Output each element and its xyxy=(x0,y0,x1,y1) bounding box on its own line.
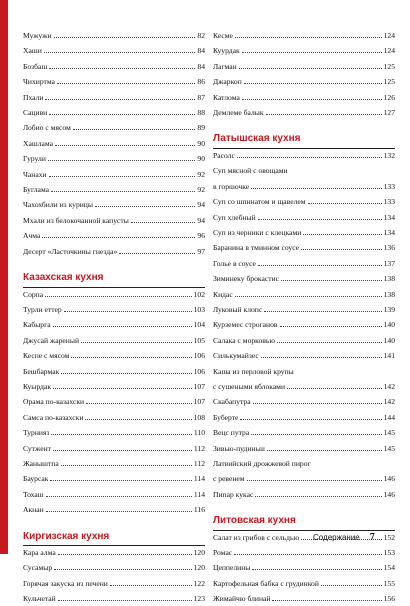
toc-entry xyxy=(23,442,205,456)
toc-entry-title: Джусай жареный xyxy=(23,335,80,345)
toc-entry-title: с ревенем xyxy=(213,474,245,484)
toc-entry-page: 105 xyxy=(193,335,205,345)
dot-leader xyxy=(110,584,192,586)
toc-entry-title: Расолс xyxy=(213,150,235,160)
toc-entry-page: 124 xyxy=(383,31,395,40)
toc-entry xyxy=(23,183,205,197)
toc-entry xyxy=(213,75,395,89)
toc-entry xyxy=(213,442,395,456)
toc-entry-title: Суп хлебный xyxy=(213,212,256,222)
toc-entry-title: в горшочке xyxy=(213,181,250,191)
toc-entry xyxy=(23,245,205,259)
toc-entry-page: 125 xyxy=(383,77,395,87)
toc-entry xyxy=(213,411,395,425)
dot-leader xyxy=(53,387,192,389)
toc-entry-title: Зиминеку брокастис xyxy=(213,274,279,284)
toc-entry-title: Кесме xyxy=(213,31,233,40)
toc-entry-title: Сусамыр xyxy=(23,563,53,573)
dot-leader xyxy=(237,156,382,158)
dot-leader xyxy=(242,51,382,53)
toc-entry-title: Кидас xyxy=(213,289,233,299)
toc-entry-page: 112 xyxy=(193,458,205,468)
toc-entry-title: Мужужи xyxy=(23,31,52,40)
toc-entry-page: 108 xyxy=(193,412,205,422)
dot-leader xyxy=(57,82,195,84)
toc-entry-page: 116 xyxy=(193,505,205,515)
toc-entry xyxy=(213,318,395,332)
toc-entry-page: 122 xyxy=(193,578,205,588)
toc-entry xyxy=(213,426,395,440)
toc-entry-page: 120 xyxy=(193,563,205,573)
toc-entry xyxy=(23,561,205,575)
toc-entry xyxy=(23,106,205,120)
toc-entry xyxy=(23,168,205,182)
toc-entry-page: 153 xyxy=(383,548,395,557)
dot-leader xyxy=(54,568,191,570)
dot-leader xyxy=(301,248,382,250)
toc-entry xyxy=(213,488,395,502)
toc-entry-page: 142 xyxy=(383,397,395,407)
toc-entry-page: 125 xyxy=(383,61,395,71)
toc-entry-page: 97 xyxy=(197,246,205,256)
dot-leader xyxy=(251,187,381,189)
toc-entry xyxy=(23,214,205,228)
toc-entry-page: 87 xyxy=(197,92,205,102)
toc-entry xyxy=(213,577,395,591)
toc-entry-page: 146 xyxy=(383,489,395,499)
section-heading: Латышская кухня xyxy=(213,133,301,145)
toc-entry xyxy=(213,195,395,209)
toc-entry-title: Чанахи xyxy=(23,169,47,179)
dot-leader xyxy=(48,159,195,161)
toc-entry-title: Хаши xyxy=(23,46,42,56)
section-heading: Литовская кухня xyxy=(213,515,296,527)
toc-entry-title: Скабапутра xyxy=(213,397,251,407)
toc-entry-page: 106 xyxy=(193,351,205,361)
toc-entry-page: 112 xyxy=(193,443,205,453)
toc-entry-page: 145 xyxy=(383,443,395,453)
dot-leader xyxy=(234,553,381,555)
toc-entry-page: 107 xyxy=(193,397,205,407)
toc-entry-page: 140 xyxy=(383,320,395,330)
dot-leader xyxy=(131,221,196,223)
toc-entry-title: Кара алма xyxy=(23,548,56,557)
dot-leader xyxy=(53,325,192,327)
toc-entry-page: 156 xyxy=(383,594,395,604)
toc-entry-page: 132 xyxy=(383,150,395,160)
dot-leader xyxy=(81,341,192,343)
toc-entry-title: Куурдак xyxy=(213,46,240,56)
toc-entry xyxy=(23,91,205,105)
dot-leader xyxy=(55,144,195,146)
toc-entry-title: Гурули xyxy=(23,154,46,164)
dot-leader xyxy=(46,495,192,497)
dot-leader xyxy=(45,98,195,100)
toc-entry xyxy=(23,426,205,440)
dot-leader xyxy=(251,433,381,435)
toc-entry xyxy=(23,198,205,212)
toc-entry xyxy=(23,229,205,243)
dot-leader xyxy=(51,190,195,192)
toc-entry xyxy=(213,149,395,163)
toc-entry xyxy=(23,503,205,517)
dot-leader xyxy=(42,236,195,238)
toc-entry-page: 120 xyxy=(193,548,205,557)
dot-leader xyxy=(235,295,382,297)
toc-entry-page: 155 xyxy=(383,578,395,588)
dot-leader xyxy=(54,36,196,38)
toc-entry-page: 106 xyxy=(193,366,205,376)
toc-entry xyxy=(213,395,395,409)
dot-leader xyxy=(119,252,195,254)
toc-entry-page: 140 xyxy=(383,335,395,345)
toc-entry xyxy=(23,395,205,409)
toc-entry-title: Горячая закуска из печени xyxy=(23,578,108,588)
toc-entry-page: 92 xyxy=(197,169,205,179)
toc-entry-page: 82 xyxy=(197,31,205,40)
toc-entry-title: Пипар кукас xyxy=(213,489,254,499)
toc-entry-title: Кабырга xyxy=(23,320,51,330)
toc-entry-page: 114 xyxy=(193,489,205,499)
toc-entry-page: 104 xyxy=(193,320,205,330)
toc-entry-title: Баранина в тминном соусе xyxy=(213,243,300,253)
dot-leader xyxy=(308,202,382,204)
section-heading: Киргизская кухня xyxy=(23,530,110,542)
dot-leader xyxy=(267,449,382,451)
toc-entry-page: 145 xyxy=(383,428,395,438)
toc-entry-page: 138 xyxy=(383,274,395,284)
toc-entry-title: Каша из перловой крупы xyxy=(213,366,294,376)
dot-leader xyxy=(71,356,191,358)
dot-leader xyxy=(53,449,192,451)
dot-leader xyxy=(45,295,192,297)
toc-entry xyxy=(213,561,395,575)
toc-entry-page: 124 xyxy=(383,46,395,56)
toc-entry-title: Латвийский дрожжевой пирог xyxy=(213,458,311,468)
dot-leader xyxy=(258,264,382,266)
dot-leader xyxy=(51,433,191,435)
dot-leader xyxy=(239,67,382,69)
toc-entry xyxy=(213,241,395,255)
toc-entry-page: 138 xyxy=(383,289,395,299)
section-heading: Казахская кухня xyxy=(23,272,104,283)
toc-entry-page: 96 xyxy=(197,231,205,241)
dot-leader xyxy=(240,418,381,420)
toc-entry-title: Лобио с мясом xyxy=(23,123,71,133)
toc-entry-page: 137 xyxy=(383,258,395,268)
toc-entry xyxy=(23,365,205,379)
toc-entry-page: 144 xyxy=(383,412,395,422)
toc-entry-title: Десерт «Ласточкины гнезда» xyxy=(23,246,118,256)
toc-entry-page: 90 xyxy=(197,138,205,148)
toc-entry xyxy=(23,44,205,58)
toc-entry-page: 103 xyxy=(193,304,205,314)
toc-entry-title: Демлеме балык xyxy=(213,108,264,117)
footer-label: Содержание xyxy=(313,533,360,542)
toc-entry xyxy=(23,334,205,348)
toc-entry-title: с сушеными яблоками xyxy=(213,381,286,391)
toc-entry-page: 146 xyxy=(383,474,395,484)
page-number: 7 xyxy=(369,532,375,543)
toc-entry-title: Ромас xyxy=(213,548,233,557)
toc-entry-title: Турли еттер xyxy=(23,304,62,314)
toc-entry xyxy=(23,577,205,591)
dot-leader xyxy=(46,510,192,512)
toc-entry xyxy=(23,288,205,302)
toc-entry-page: 133 xyxy=(383,181,395,191)
toc-entry-title: Курземес строганов xyxy=(213,320,278,330)
toc-entry xyxy=(213,257,395,271)
toc-entry-title: Кеспе с мясом xyxy=(23,351,70,361)
dot-leader xyxy=(258,218,382,220)
toc-entry-page: 94 xyxy=(197,200,205,210)
dot-leader xyxy=(272,599,381,601)
dot-leader xyxy=(235,36,382,38)
toc-entry xyxy=(23,457,205,471)
dot-leader xyxy=(61,372,191,374)
toc-entry xyxy=(23,380,205,394)
toc-entry-title: Голье в соусе xyxy=(213,258,256,268)
toc-entry-page: 110 xyxy=(193,428,205,438)
dot-leader xyxy=(50,479,191,481)
dot-leader xyxy=(85,418,191,420)
dot-leader xyxy=(49,113,195,115)
toc-entry xyxy=(213,303,395,317)
dot-leader xyxy=(244,82,382,84)
toc-entry-title: Суп из черники с клецками xyxy=(213,227,302,237)
toc-entry-page: 126 xyxy=(383,92,395,102)
dot-leader xyxy=(266,113,382,115)
toc-entry-title: Чахохбили из курицы xyxy=(23,200,93,210)
toc-entry-title: Турнияз xyxy=(23,428,50,438)
dot-leader xyxy=(252,568,381,570)
toc-entry-title: Хашлама xyxy=(23,138,53,148)
dot-leader xyxy=(95,205,195,207)
toc-entry-title: Самса по-казахски xyxy=(23,412,84,422)
dot-leader xyxy=(49,175,196,177)
toc-entry xyxy=(23,137,205,151)
dot-leader xyxy=(49,67,195,69)
toc-entry-page: 136 xyxy=(383,243,395,253)
toc-entry xyxy=(213,180,395,194)
toc-entry xyxy=(213,365,395,379)
toc-entry xyxy=(213,226,395,240)
toc-entry-title: Жимайчю блинай xyxy=(213,594,271,604)
dot-leader xyxy=(44,51,196,53)
toc-entry-page: 154 xyxy=(383,563,395,573)
toc-entry-page: 90 xyxy=(197,154,205,164)
dot-leader xyxy=(280,325,382,327)
toc-entry xyxy=(213,44,395,58)
toc-entry xyxy=(213,592,395,606)
toc-entry xyxy=(23,488,205,502)
toc-entry-title: Силькумайзес xyxy=(213,351,259,361)
toc-entry xyxy=(23,546,205,560)
toc-entry-page: 89 xyxy=(197,123,205,133)
dot-leader xyxy=(64,310,192,312)
dot-leader xyxy=(287,387,382,389)
toc-entry-title: Буглама xyxy=(23,185,49,194)
toc-entry xyxy=(23,303,205,317)
toc-entry-title: Зивью-пудиньш xyxy=(213,443,265,453)
dot-leader xyxy=(58,599,192,601)
toc-entry xyxy=(213,211,395,225)
toc-entry xyxy=(213,106,395,120)
toc-entry-page: 139 xyxy=(383,304,395,314)
toc-entry xyxy=(213,334,395,348)
toc-entry-title: Салат из грибов с сельдью xyxy=(213,532,300,542)
toc-entry-title: Цеппелины xyxy=(213,563,251,573)
toc-entry-page: 102 xyxy=(193,289,205,299)
toc-entry xyxy=(213,91,395,105)
red-edge-bar xyxy=(0,0,8,554)
toc-entry-title: Куырдак xyxy=(23,381,52,391)
toc-entry xyxy=(23,318,205,332)
toc-entry xyxy=(23,60,205,74)
toc-entry-title: Жаныштпа xyxy=(23,458,59,468)
toc-entry-page: 86 xyxy=(197,77,205,87)
dot-leader xyxy=(303,233,381,235)
toc-entry xyxy=(23,472,205,486)
toc-entry-page: 133 xyxy=(383,197,395,207)
toc-entry-title: Катлома xyxy=(213,92,240,102)
toc-entry xyxy=(23,152,205,166)
dot-leader xyxy=(242,98,382,100)
toc-entry-title: Джаркоп xyxy=(213,77,242,87)
toc-entry xyxy=(23,121,205,135)
toc-entry xyxy=(23,29,205,43)
toc-entry-title: Пхали xyxy=(23,92,44,102)
toc-entry xyxy=(23,349,205,363)
toc-entry-title: Бозбаш xyxy=(23,61,48,71)
toc-entry-title: Салака с морковью xyxy=(213,335,275,345)
dot-leader xyxy=(281,279,382,281)
toc-entry-title: Суп со шпинатом и щавелем xyxy=(213,197,306,207)
toc-entry-page: 134 xyxy=(383,227,395,237)
toc-entry-page: 134 xyxy=(383,212,395,222)
toc-entry-title: Бешбармак xyxy=(23,366,60,376)
toc-entry xyxy=(213,288,395,302)
toc-entry-title: Орама по-казахски xyxy=(23,397,85,407)
toc-entry xyxy=(23,75,205,89)
dot-leader xyxy=(61,464,192,466)
toc-entry-title: Ачма xyxy=(23,231,41,241)
toc-entry xyxy=(213,472,395,486)
dot-leader xyxy=(253,402,382,404)
toc-entry xyxy=(213,349,395,363)
toc-entry-title: Вецс путра xyxy=(213,428,250,438)
dot-leader xyxy=(73,128,196,130)
toc-entry xyxy=(23,411,205,425)
toc-entry-title: Лагман xyxy=(213,61,237,71)
dot-leader xyxy=(255,495,381,497)
toc-entry-page: 94 xyxy=(197,215,205,225)
toc-entry-title: Баурсак xyxy=(23,474,49,484)
toc-entry-page: 92 xyxy=(197,185,205,194)
toc-entry-page: 84 xyxy=(197,61,205,71)
dot-leader xyxy=(277,341,382,343)
toc-entry-title: Кульчетай xyxy=(23,594,56,604)
toc-entry xyxy=(213,164,395,178)
dot-leader xyxy=(86,402,192,404)
toc-entry-title: Мхали из белокочанной капусты xyxy=(23,215,129,225)
toc-entry-page: 127 xyxy=(383,108,395,117)
toc-entry-title: Луковый клопс xyxy=(213,304,263,314)
dot-leader xyxy=(261,356,382,358)
dot-leader xyxy=(264,310,381,312)
toc-entry xyxy=(213,29,395,43)
toc-entry-page: 84 xyxy=(197,46,205,56)
toc-entry-page: 123 xyxy=(193,594,205,604)
toc-entry-title: Сациви xyxy=(23,108,48,117)
toc-entry-title: Сутжент xyxy=(23,443,51,453)
toc-entry-page: 141 xyxy=(383,351,395,361)
toc-entry xyxy=(213,272,395,286)
toc-entry-title: Картофельная бабка с грудинкой xyxy=(213,578,319,588)
toc-entry-page: 114 xyxy=(193,474,205,484)
toc-entry xyxy=(213,457,395,471)
toc-entry xyxy=(213,60,395,74)
page-footer xyxy=(313,532,375,543)
toc-entry xyxy=(213,380,395,394)
toc-entry-title: Чихиртма xyxy=(23,77,55,87)
dot-leader xyxy=(247,479,382,481)
dot-leader xyxy=(58,553,192,555)
toc-entry-title: Суп мясной с овощами xyxy=(213,166,288,176)
dot-leader xyxy=(321,584,382,586)
toc-entry-page: 152 xyxy=(383,532,395,542)
toc-entry-title: Тохаш xyxy=(23,489,44,499)
toc-entry xyxy=(213,546,395,560)
toc-entry-page: 142 xyxy=(383,381,395,391)
toc-entry-title: Буберте xyxy=(213,412,239,422)
toc-entry-title: Сорпа xyxy=(23,289,44,299)
toc-entry-title: Акнан xyxy=(23,505,44,515)
toc-entry-page: 88 xyxy=(197,108,205,117)
toc-entry xyxy=(23,592,205,606)
toc-entry-page: 107 xyxy=(193,381,205,391)
